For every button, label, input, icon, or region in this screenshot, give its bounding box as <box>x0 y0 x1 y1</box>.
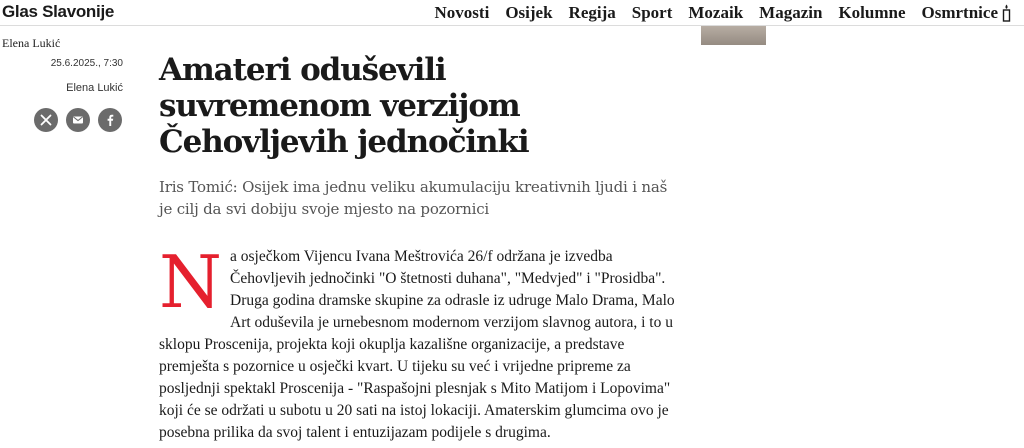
publish-date: 25.6.2025., 7:30 <box>50 58 123 69</box>
mail-icon <box>72 114 84 126</box>
header-image-fragment <box>701 26 766 45</box>
share-mail-button[interactable] <box>66 108 90 132</box>
candle-icon <box>1001 4 1012 22</box>
share-facebook-button[interactable] <box>98 108 122 132</box>
article-body-text: a osječkom Vijencu Ivana Meštrovića 26/f održana je izvedba Čehovljevih jednočinki "O štetnosti duhana", "Medvjed" i "Prosidba". Druga godina dramske skupine za odrasle iz udruge Malo Drama, Malo Art oduševila je urnebesnom modernom verzijom slavnog autora, i to u sklopu Proscenija, projekta koji okuplja kazališne organizacije, a predstave premješta s pozornice u osječki kvart. U tijeku su već i vrijedne pripreme za posljednji spektakl Proscenija - "Raspašojni plesnjak s Mito Matijom i Lopovima" koji će se održati u subotu u 20 sati na istoj lokaciji. Amaterskim glumcima ovo je posebna prilika da svoj talent i entuzijazam podijele s drugima. <box>159 248 675 441</box>
nav-item-novosti[interactable]: Novosti <box>434 3 490 22</box>
nav-item-mozaik[interactable]: Mozaik <box>688 3 744 22</box>
nav-item-osijek[interactable]: Osijek <box>505 3 553 22</box>
nav-item-regija[interactable]: Regija <box>568 3 616 22</box>
nav-item-magazin[interactable]: Magazin <box>759 3 823 22</box>
nav-item-osmrtnice[interactable]: Osmrtnice <box>921 3 998 22</box>
drop-cap: N <box>159 240 222 324</box>
site-logo[interactable]: Glas Slavonije <box>2 2 115 21</box>
nav-item-sport[interactable]: Sport <box>631 3 673 22</box>
nav-item-kolumne[interactable]: Kolumne <box>838 3 906 22</box>
byline-top: Elena Lukić <box>2 36 61 50</box>
main-nav <box>435 3 1012 23</box>
article-body <box>159 240 679 444</box>
article-headline: Amateri oduševili suvremenom verzijom Čehovljevih jednočinki <box>159 52 529 160</box>
article-lead: Iris Tomić: Osijek ima jednu veliku akumulaciju kreativnih ljudi i naš je cilj da svi dobiju svoje mjesto na pozornici <box>159 178 668 218</box>
share-buttons <box>34 108 122 132</box>
top-navigation-bar <box>0 0 1024 26</box>
nav-item-osmrtnice-wrap[interactable] <box>922 3 1012 23</box>
facebook-icon <box>104 114 116 126</box>
x-icon <box>40 114 52 126</box>
author-name[interactable]: Elena Lukić <box>66 82 123 94</box>
share-x-button[interactable] <box>34 108 58 132</box>
